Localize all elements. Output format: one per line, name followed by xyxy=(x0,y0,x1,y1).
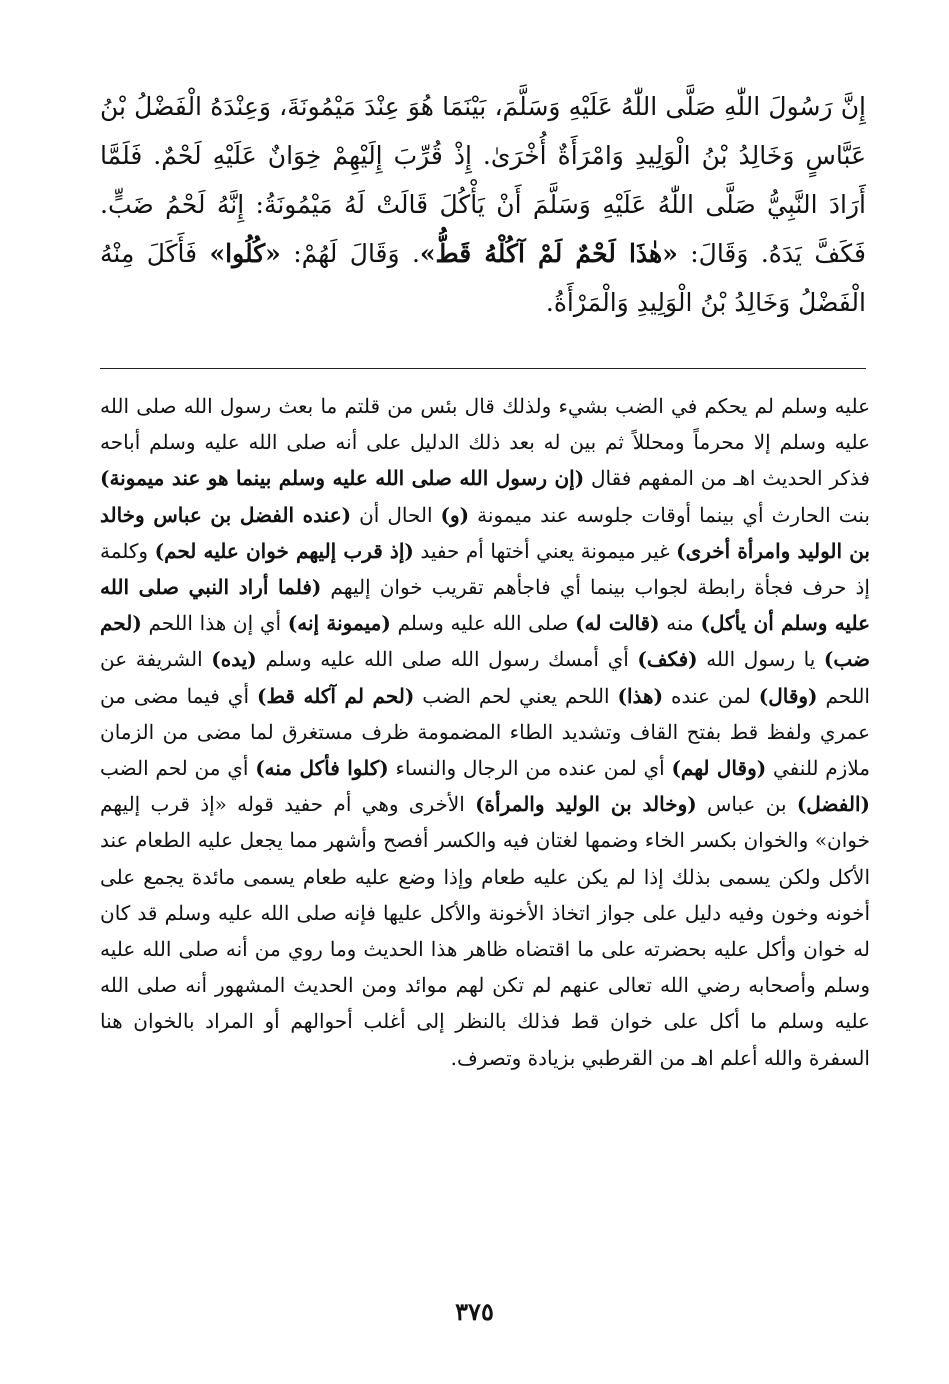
commentary-quote: (هذا) xyxy=(617,683,664,708)
commentary-segment: أي فيما مضى من عمري ولفظ قط بفتح القاف وتشديد الطاء المضمومة ظرف مستغرق لما مضى من الزمان ملازم للنفي xyxy=(100,683,870,781)
commentary-segment: صلى الله عليه وسلم xyxy=(390,611,576,636)
commentary-quote: (إذ قرب إليهم خوان عليه لحم) xyxy=(154,538,414,563)
commentary-segment: أي أمسك رسول الله صلى الله عليه وسلم xyxy=(256,647,638,672)
page-number: ٣٧٥ xyxy=(455,1297,494,1326)
commentary-quote: (عنده الفضل بن عباس وخالد بن الوليد وامرأة أخرى) xyxy=(100,502,870,563)
commentary-segment: الحال أن xyxy=(351,502,441,527)
commentary-quote: (يده) xyxy=(211,647,257,672)
commentary-segment: أي من لحم الضب xyxy=(100,756,256,781)
hadith-segment: فَأَكَلَ مِنْهُ الْفَضْلُ وَخَالِدُ بْنُ الْوَلِيدِ وَالْمَرْأَةُ. xyxy=(100,239,866,317)
commentary-segment: غير ميمونة يعني أختها أم حفيد xyxy=(413,538,677,563)
commentary-quote: (وخالد بن الوليد والمرأة) xyxy=(475,792,697,817)
commentary-quote: (فكف) xyxy=(637,647,698,672)
commentary-quote: (فلما أراد النبي صلى الله عليه وسلم أن يأكل) xyxy=(100,575,871,636)
hadith-segment: . وَقَالَ لَهُمْ: xyxy=(280,239,420,268)
hadith-text xyxy=(100,82,866,327)
commentary-quote: (الفضل) xyxy=(796,792,870,817)
hadith-quote: «هٰذَا لَحْمٌ لَمْ آكُلْهُ قَطُّ» xyxy=(419,239,678,268)
commentary-quote: (وقال) xyxy=(758,683,818,708)
commentary-segment: أي إن هذا اللحم xyxy=(141,611,288,636)
commentary-quote: (كلوا فأكل منه) xyxy=(255,756,389,781)
commentary-segment: أي لمن عنده من الرجال والنساء xyxy=(388,756,672,781)
hadith-quote: «كُلُوا» xyxy=(209,239,281,268)
commentary-segment: عليه وسلم لم يحكم في الضب بشيء ولذلك قال بئس من قلتم ما بعث رسول الله صلى الله عليه وسلم إلا محرماً ومحللاً ثم بين له بعد ذلك الدليل على أنه صلى الله عليه وسلم أباحه فذكر الحديث اهـ من المفهم فقال xyxy=(100,394,871,491)
footnote-divider xyxy=(100,368,866,369)
commentary-segment: الأخرى وهي أم حفيد قوله «إذ قرب إليهم خوان» والخوان بكسر الخاء وضمها لغتان فيه والكسر أفصح وأشهر مما يجعل عليه الطعام عند الأكل ولكن يسمى بذلك إذا لم يكن عليه طعام وإذا وضع عليه طعام يسمى مائدة يجمع على أخونه وخون وفيه دليل على جواز اتخاذ الأخونة والأكل عليها فإنه صلى الله عليه وسلم قد كان له خوان وأكل عليه بحضرته على ما اقتضاه ظاهر هذا الحديث وما روي من أنه صلى الله عليه وسلم وأصحابه رضي الله تعالى عنهم لم تكن لهم موائد ومن الحديث المشهور أنه صلى الله عليه وسلم ما أكل على خوان قط فذلك بالنظر إلى أغلب أحوالهم أو المراد بالخوان هنا السفرة والله أعلم اهـ من القرطبي بزيادة وتصرف. xyxy=(100,792,870,1070)
commentary-quote: (ميمونة إنه) xyxy=(287,611,391,636)
commentary-text xyxy=(100,388,870,1076)
commentary-segment: بن عباس xyxy=(696,792,797,817)
commentary-segment: اللحم يعني لحم الضب xyxy=(414,683,618,708)
commentary-quote: (إن رسول الله صلى الله عليه وسلم بينما هو عند ميمونة) xyxy=(100,466,585,491)
commentary-segment: الشريفة عن اللحم xyxy=(100,647,870,708)
commentary-segment: وكلمة إذ حرف فجأة رابطة لجواب بينما أي فاجأهم تقريب خوان إليهم xyxy=(100,538,870,600)
commentary-segment: منه xyxy=(659,611,701,636)
commentary-quote: (لحم ضب) xyxy=(100,611,870,672)
commentary-segment: لمن عنده xyxy=(663,683,759,708)
hadith-segment: إِنَّ رَسُولَ اللّٰهِ صَلَّى اللّٰهُ عَلَيْهِ وَسَلَّمَ، بَيْنَمَا هُوَ عِنْدَ مَيْمُونَةَ، وَعِنْدَهُ الْفَضْلُ بْنُ عَبَّاسٍ وَخَالِدُ بْنُ الْوَلِيدِ وَامْرَأَةٌ أُخْرَىٰ. إِذْ قُرِّبَ إِلَيْهِمْ خِوَانٌ عَلَيْهِ لَحْمٌ. فَلَمَّا أَرَادَ النَّبِيُّ صَلَّى اللّٰهُ عَلَيْهِ وَسَلَّمَ أَنْ يَأْكُلَ قَالَتْ لَهُ مَيْمُونَةُ: إِنَّهُ لَحْمُ ضَبٍّ. فَكَفَّ يَدَهُ. وَقَالَ: xyxy=(100,92,866,268)
commentary-quote: (قالت له) xyxy=(575,611,660,636)
commentary-segment: بنت الحارث أي بينما أوقات جلوسه عند ميمونة xyxy=(469,502,870,527)
commentary-quote: (لحم لم آكله قط) xyxy=(256,683,415,708)
commentary-segment: يا رسول الله xyxy=(697,647,824,672)
commentary-quote: (وقال لهم) xyxy=(671,756,767,781)
commentary-quote: (و) xyxy=(440,502,470,527)
